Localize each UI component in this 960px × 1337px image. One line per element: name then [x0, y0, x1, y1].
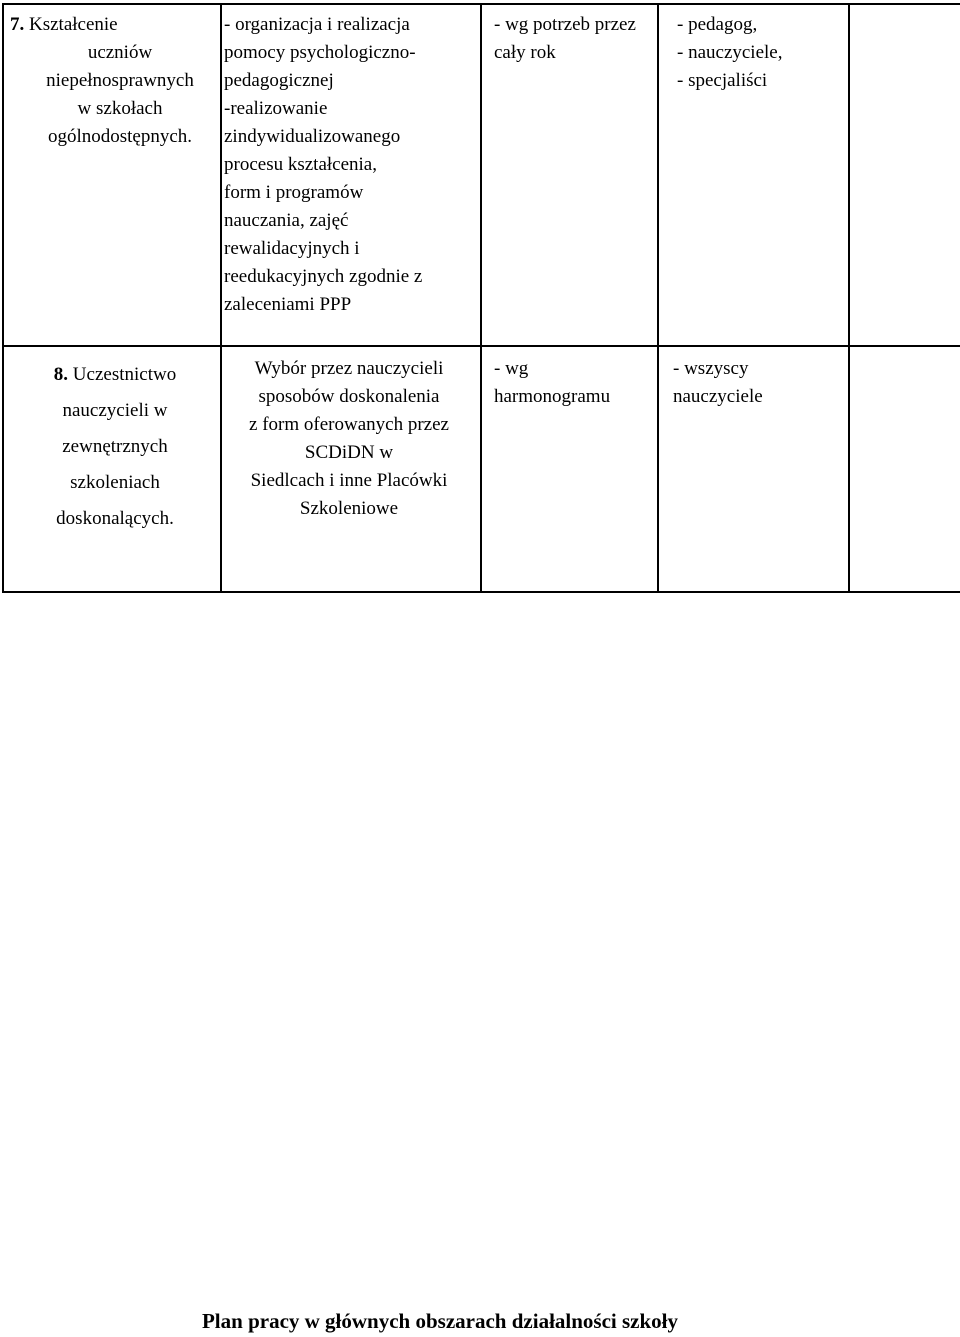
method-line: -realizowanie	[224, 98, 328, 119]
task-line: uczniów	[87, 42, 153, 63]
task-line: ogólnodostępnych.	[47, 126, 193, 147]
method-line: zaleceniami PPP	[224, 294, 352, 315]
method-line: procesu kształcenia,	[224, 154, 377, 175]
table-row	[3, 4, 960, 346]
table-row	[3, 346, 960, 592]
method-line: Wybór przez nauczycieli	[254, 358, 444, 379]
term-cell	[481, 4, 658, 346]
term-line: - wg	[494, 358, 529, 379]
responsible-line: - nauczyciele,	[677, 42, 783, 63]
method-line: zindywidualizowanego	[224, 126, 401, 147]
method-line: SCDiDN w	[304, 442, 394, 463]
responsible-line: - pedagog,	[677, 14, 758, 35]
term-cell	[481, 346, 658, 592]
method-line: reedukacyjnych zgodnie z	[224, 266, 423, 287]
row-number: 7.	[10, 14, 25, 35]
task-line: 7. Kształcenie	[10, 14, 118, 35]
row-number: 8.	[53, 364, 69, 385]
responsible-line: - wszyscy	[673, 358, 749, 379]
task-line: niepełnosprawnych	[46, 70, 194, 91]
task-line: w szkołach	[77, 98, 163, 119]
notes-cell	[849, 346, 960, 592]
term-line: harmonogramu	[494, 386, 611, 407]
page-footer-title: Plan pracy w głównych obszarach działalności szkoły	[201, 1309, 679, 1333]
notes-cell	[849, 4, 960, 346]
method-line: z form oferowanych przez	[249, 414, 449, 435]
method-cell	[221, 346, 481, 592]
task-cell	[3, 346, 221, 592]
task-line: nauczycieli w	[62, 400, 168, 421]
plan-table	[2, 3, 960, 593]
task-line: 8. Uczestnictwo	[53, 364, 177, 385]
responsible-cell	[658, 346, 849, 592]
term-line: cały rok	[494, 42, 556, 63]
method-line: Szkoleniowe	[299, 498, 399, 519]
task-line: zewnętrznych	[62, 436, 168, 457]
method-line: Siedlcach i inne Placówki	[250, 470, 448, 491]
method-line: pomocy psychologiczno-	[224, 42, 416, 63]
task-cell	[3, 4, 221, 346]
method-line: form i programów	[224, 182, 364, 203]
task-line: szkoleniach	[70, 472, 160, 493]
responsible-line: - specjaliści	[677, 70, 768, 91]
responsible-line: nauczyciele	[673, 386, 763, 407]
method-line: rewalidacyjnych i	[224, 238, 360, 259]
method-line: nauczania, zajęć	[224, 210, 349, 231]
task-line: doskonalących.	[56, 508, 174, 529]
responsible-cell	[658, 4, 849, 346]
method-line: sposobów doskonalenia	[258, 386, 440, 407]
method-line: pedagogicznej	[224, 70, 334, 91]
method-line: - organizacja i realizacja	[224, 14, 410, 35]
term-line: - wg potrzeb przez	[494, 14, 636, 35]
method-cell	[221, 4, 481, 346]
